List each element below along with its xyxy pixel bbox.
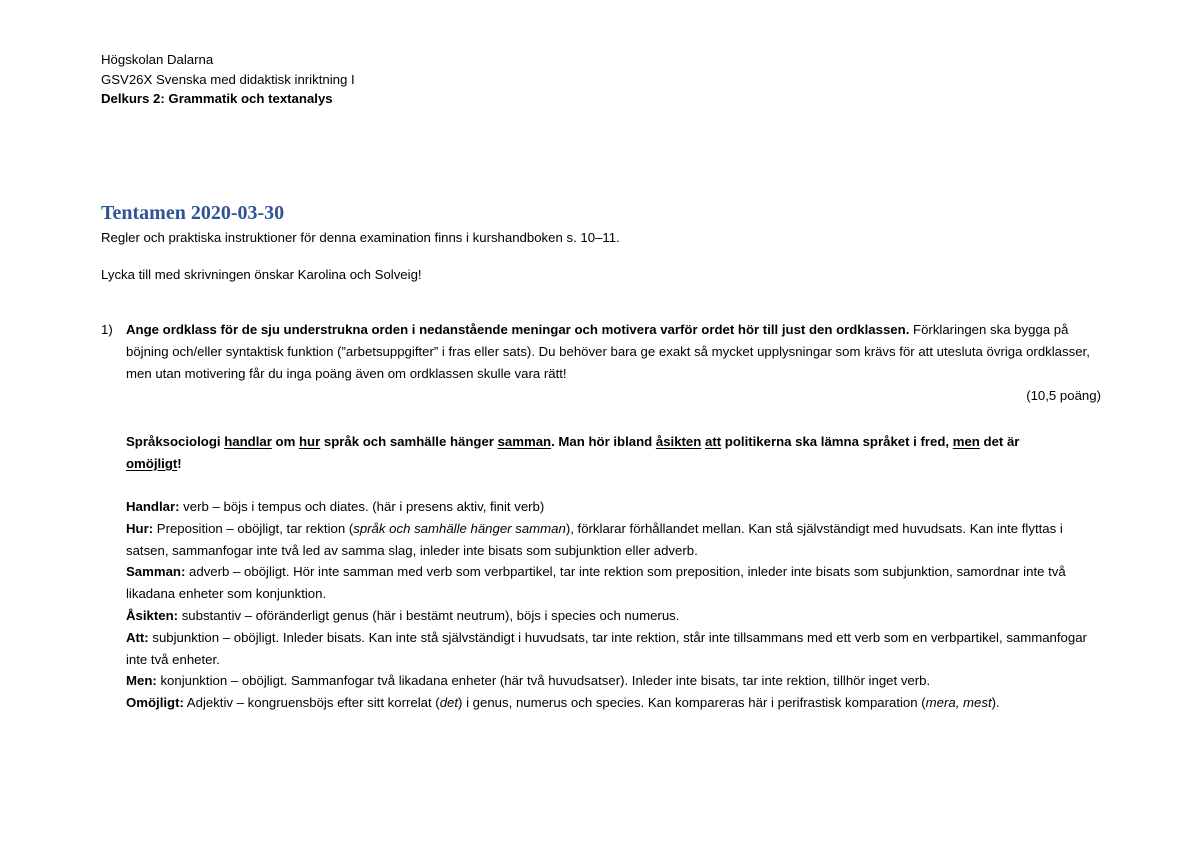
question-points: (10,5 poäng) <box>1026 388 1101 403</box>
underlined-word-att: att <box>705 434 722 449</box>
question-instruction-rest: Förklaringen ska bygga på böjning och/eller syntaktisk funktion (”arbetsuppgifter” i fras eller sats). Du behöver bara ge exakt så mycket upplysningar som krävs för att utesluta övriga ordklasser, men utan motivering får du inga poäng även om ordklassen skulle vara rätt! <box>126 322 1090 381</box>
example-text: . Man hör ibland <box>551 434 656 449</box>
answer-text: subjunktion – oböjligt. Inleder bisats. Kan inte stå självständigt i huvudsats, tar inte rektion, står inte tillsammans med ett verb som en verbpartikel, sammanfogar inte två enheter. <box>126 629 1087 667</box>
answer-italic: det <box>439 695 459 711</box>
example-text: ! <box>177 455 182 471</box>
underlined-word-omojligt: omöjligt <box>126 455 178 471</box>
answer-term: Att: <box>126 629 149 645</box>
underlined-word-handlar: handlar <box>224 434 272 449</box>
question-bold-instruction: Ange ordklass för de sju understrukna orden i nedanstående meningar och motivera varför ordet hör till just den ordklassen. <box>126 322 910 337</box>
answer-term: Omöjligt: <box>126 695 184 711</box>
school-name: Högskolan Dalarna <box>101 52 214 67</box>
example-text: språk och samhälle hänger <box>320 434 498 449</box>
answer-asikten <box>126 605 1101 627</box>
answer-term: Hur: <box>126 520 154 536</box>
answer-text: Preposition – oböjligt, tar rektion ( <box>153 520 354 536</box>
question-number: 1) <box>101 322 113 337</box>
answer-text: verb – böjs i tempus och diates. (här i presens aktiv, finit verb) <box>179 499 545 514</box>
question-instruction <box>126 319 1101 384</box>
underlined-word-asikten: åsikten <box>655 434 702 449</box>
answer-text: Adjektiv – kongruensböjs efter sitt korrelat ( <box>183 695 440 711</box>
example-text: politikerna ska lämna språket i fred, <box>721 434 953 449</box>
answer-omojligt <box>126 692 1101 714</box>
example-text: det är <box>979 434 1020 449</box>
example-text: Språksociologi <box>126 434 225 449</box>
answer-samman <box>126 561 1101 605</box>
greeting-text: Lycka till med skrivningen önskar Karolina och Solveig! <box>101 267 422 282</box>
answer-term: Handlar: <box>126 499 180 514</box>
answer-term: Samman: <box>126 564 186 580</box>
underlined-word-hur: hur <box>298 434 321 449</box>
example-text: om <box>271 434 299 449</box>
answer-text: ). <box>991 695 1000 711</box>
answer-att <box>126 627 1101 671</box>
answer-text: ) i genus, numerus och species. Kan kompareras här i perifrastisk komparation ( <box>458 695 926 711</box>
answer-text: ), förklarar förhållandet mellan. Kan stå självständigt med huvudsats. Kan inte flyttas i satsen, sammanfogar inte två led av samma slag, inleder inte bisats som subjunktion eller adverb. <box>126 520 1063 558</box>
document-header <box>101 50 355 109</box>
answer-italic: mera, mest <box>925 695 992 711</box>
answer-list <box>126 496 1101 714</box>
answer-text: konjunktion – oböjligt. Sammanfogar två likadana enheter (här två huvudsatser). Inleder inte bisats, tar inte rektion, tillhör inget verb. <box>156 673 931 689</box>
answer-text: substantiv – oföränderligt genus (här i bestämt neutrum), böjs i species och numerus. <box>178 607 680 623</box>
course-name: GSV26X Svenska med didaktisk inriktning I <box>101 71 355 87</box>
underlined-word-men: men <box>952 434 980 449</box>
answer-handlar <box>126 496 1101 518</box>
answer-italic: språk och samhälle hänger samman <box>353 520 566 536</box>
answer-term: Men: <box>126 673 157 689</box>
underlined-word-samman: samman <box>497 434 552 449</box>
answer-men <box>126 670 1101 692</box>
example-sentence <box>126 431 1106 475</box>
answer-text: adverb – oböjligt. Hör inte samman med verb som verbpartikel, tar inte rektion som preposition, inleder inte bisats som subjunktion, samordnar inte två likadana enheter som konjunktion. <box>126 564 1066 602</box>
answer-term: Åsikten: <box>126 607 179 623</box>
course-part: Delkurs 2: Grammatik och textanalys <box>101 91 333 106</box>
rules-text: Regler och praktiska instruktioner för denna examination finns i kurshandboken s. 10–11. <box>101 230 620 245</box>
answer-hur <box>126 518 1101 562</box>
page-title: Tentamen 2020-03-30 <box>101 202 285 224</box>
